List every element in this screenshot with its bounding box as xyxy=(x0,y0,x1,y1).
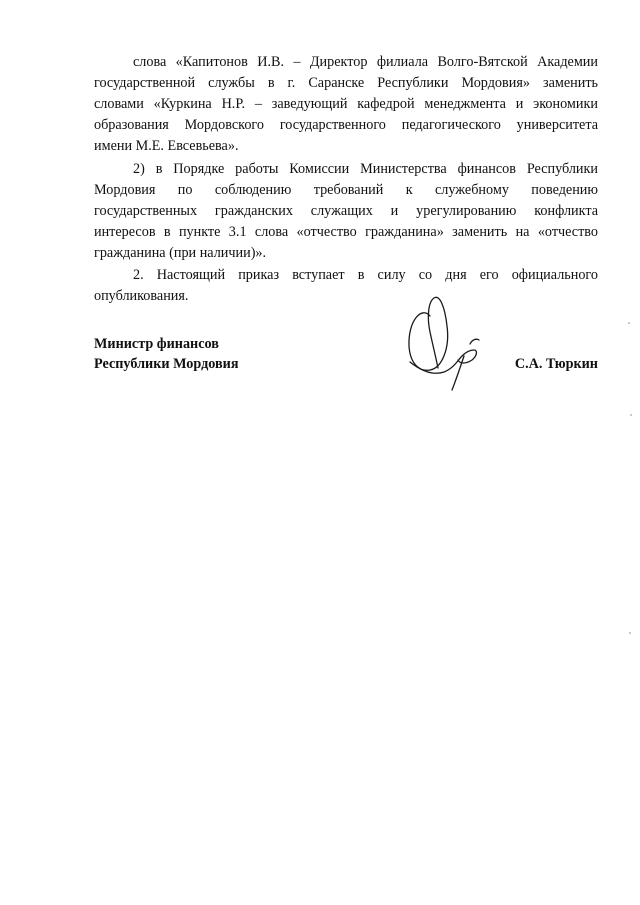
paragraph-2-line-5: гражданина (при наличии)». xyxy=(94,245,267,261)
paragraph-2-line-2: Мордовия по соблюдению требований к служебному поведению xyxy=(94,182,598,198)
signatory-position-line-2: Республики Мордовия xyxy=(94,356,239,372)
paragraph-2-line-4: интересов в пункте 3.1 слова «отчество гражданина» заменить на «отчество xyxy=(94,224,598,240)
paragraph-1-line-2: государственной службы в г. Саранске Республики Мордовия» заменить xyxy=(94,75,598,91)
paragraph-2-line-3: государственных гражданских служащих и урегулированию конфликта xyxy=(94,203,598,219)
signature-loop-stroke xyxy=(409,297,448,370)
paragraph-1-line-3: словами «Куркина Н.Р. – заведующий кафедрой менеджмента и экономики xyxy=(94,96,598,112)
signature-upper-stroke xyxy=(470,339,479,344)
scan-speck xyxy=(628,322,630,324)
handwritten-signature xyxy=(400,286,490,396)
paragraph-1-line-4: образования Мордовского государственного педагогического университета xyxy=(94,117,598,133)
paragraph-3-line-2: опубликования. xyxy=(94,288,189,304)
scan-speck xyxy=(629,632,631,634)
signatory-position-line-1: Министр финансов xyxy=(94,336,219,352)
scan-speck xyxy=(630,414,632,416)
paragraph-2-line-1: 2) в Порядке работы Комиссии Министерства финансов Республики xyxy=(133,161,598,177)
paragraph-3-line-1: 2. Настоящий приказ вступает в силу со дня его официального xyxy=(133,267,598,283)
signatory-name: С.А. Тюркин xyxy=(514,356,598,372)
paragraph-1-line-1: слова «Капитонов И.В. – Директор филиала Волго-Вятской Академии xyxy=(133,54,598,70)
paragraph-1-line-5: имени М.Е. Евсевьева». xyxy=(94,138,239,154)
